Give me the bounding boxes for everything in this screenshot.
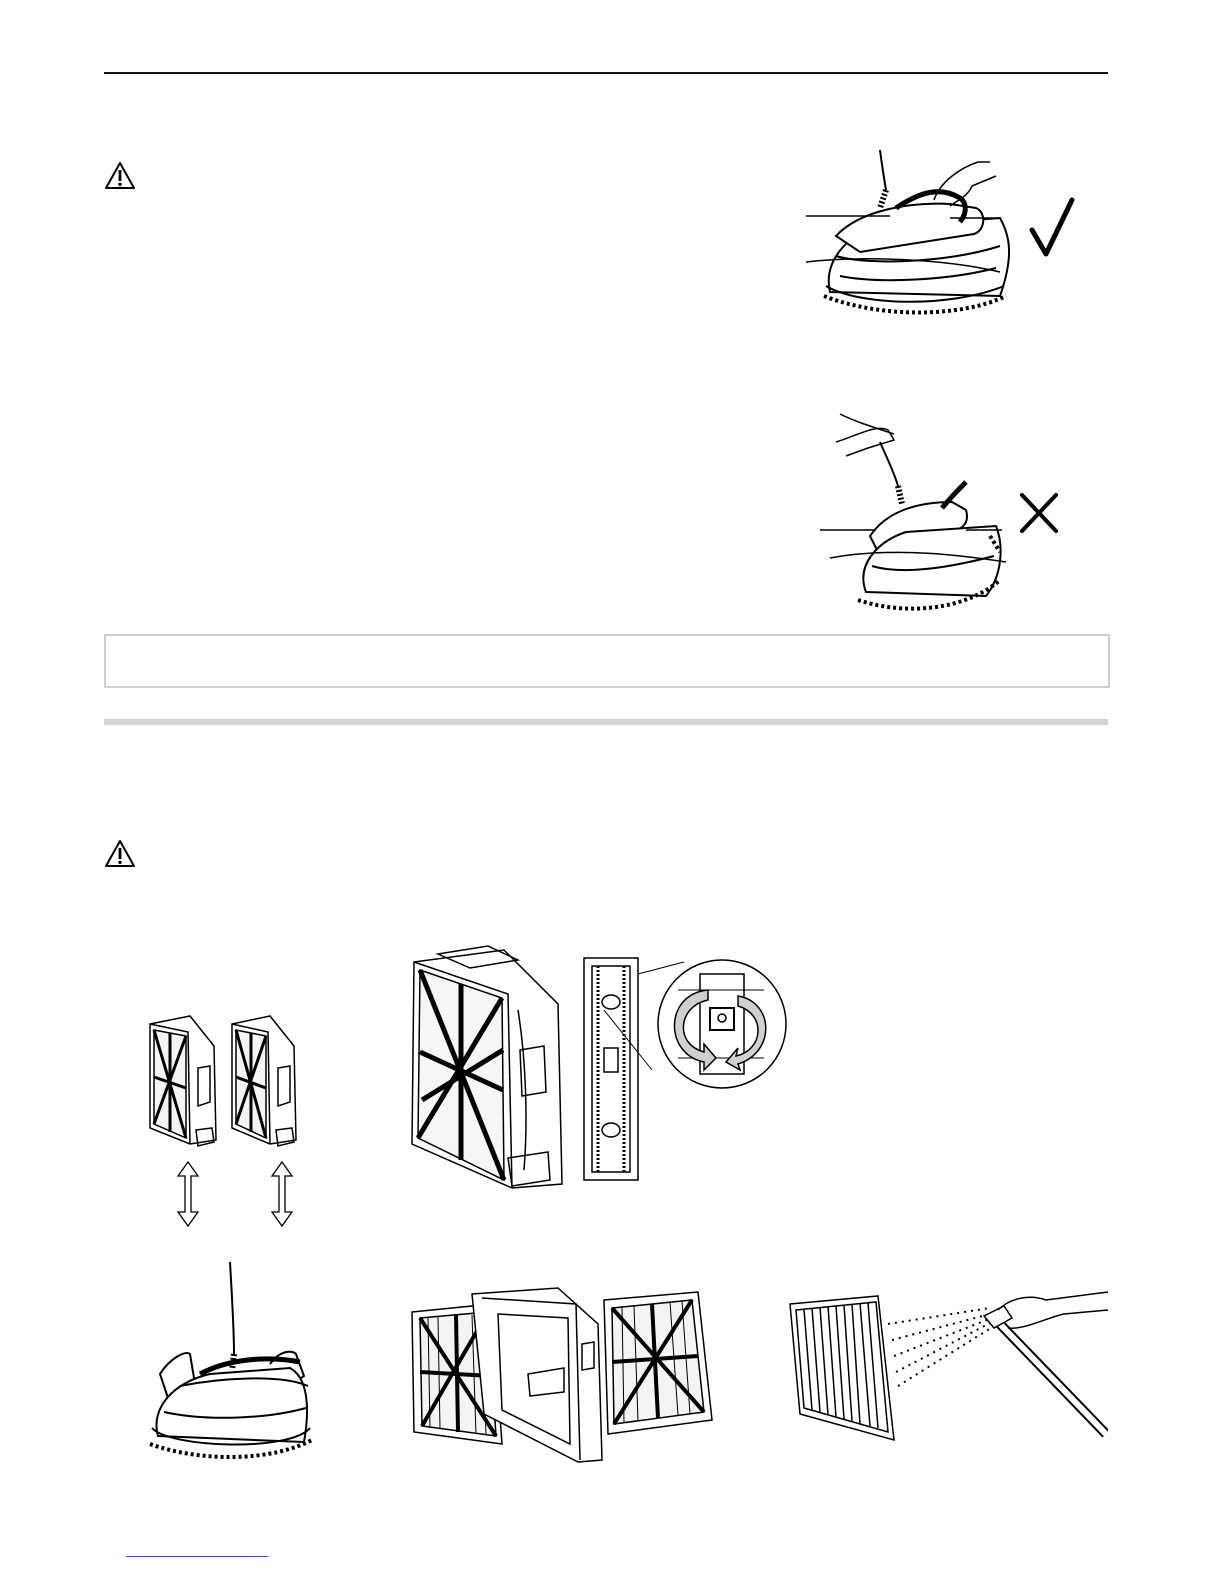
robot-with-open-lid-illustration: [140, 1258, 320, 1462]
note-box: [104, 634, 1110, 688]
filter-cartridge-with-clip-detail-illustration: [408, 940, 792, 1190]
double-headed-arrow-icon: [270, 1160, 294, 1228]
double-headed-arrow-icon: [176, 1160, 200, 1228]
checkmark-icon: [1026, 196, 1078, 258]
warning-triangle-icon: [104, 161, 136, 191]
warning-triangle-icon: [104, 839, 136, 869]
top-rule: [104, 72, 1108, 74]
two-filter-cartridges-illustration: [140, 1012, 310, 1152]
cross-icon: [1018, 491, 1060, 535]
filter-cartridge-disassembled-illustration: [408, 1284, 720, 1464]
filter-panel-rinsed-with-hose-illustration: [784, 1288, 1108, 1452]
footer-link-underline[interactable]: [126, 1556, 268, 1557]
section-divider: [104, 719, 1108, 725]
robot-lifted-by-cable-illustration: [816, 406, 1016, 618]
